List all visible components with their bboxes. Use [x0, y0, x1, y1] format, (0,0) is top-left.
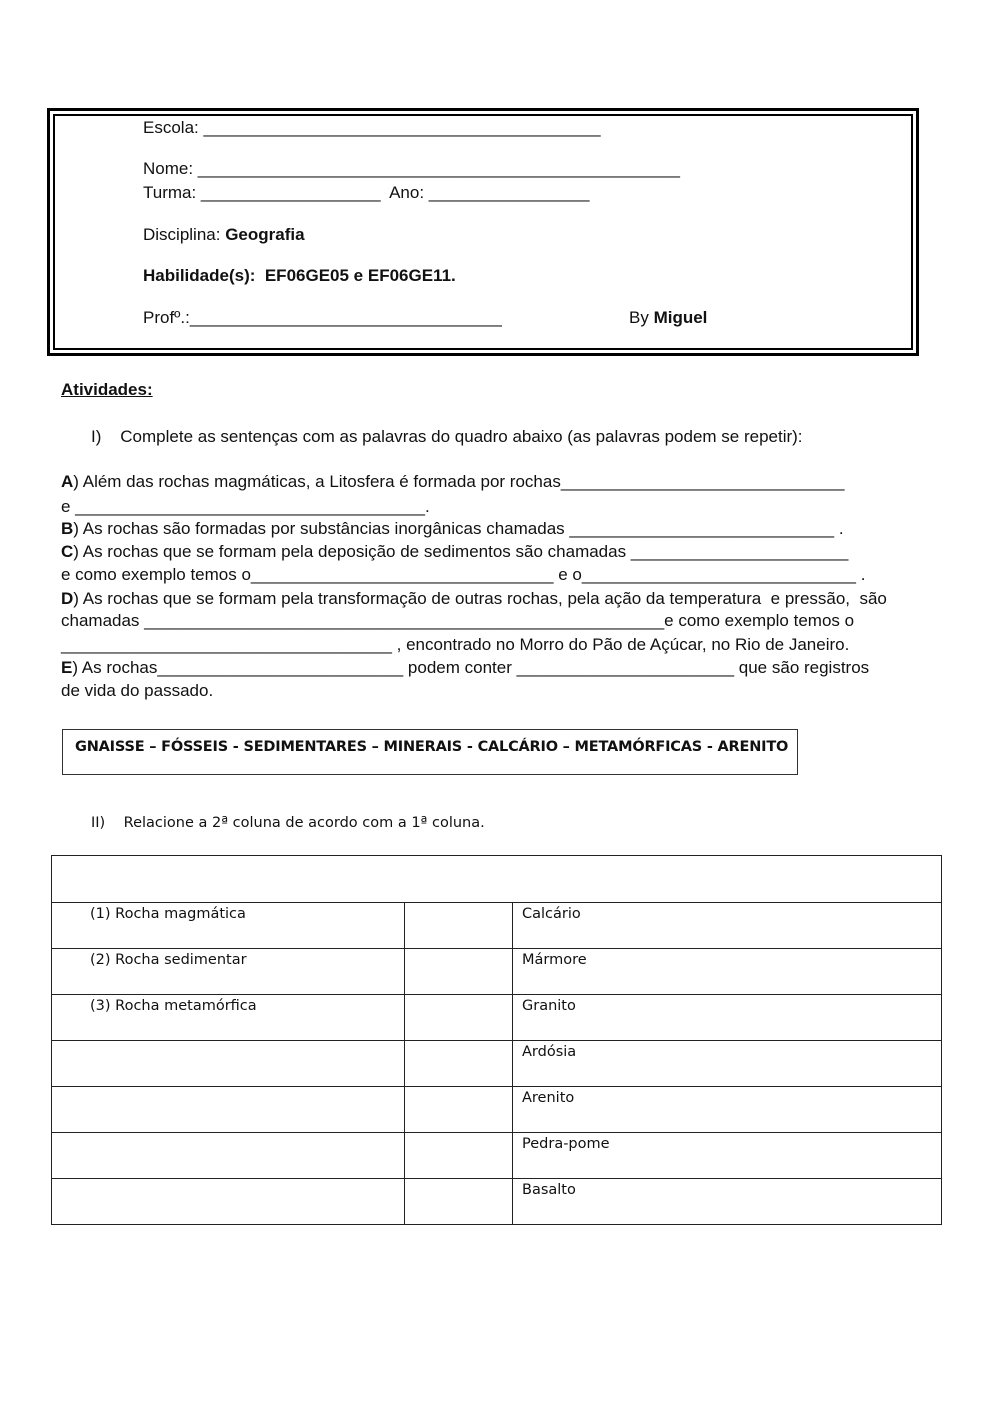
disciplina-label: Disciplina:	[143, 225, 226, 244]
relation-table	[51, 855, 942, 1225]
sentence-line[interactable]	[61, 519, 844, 539]
sentence-line[interactable]	[61, 472, 844, 492]
habilidades: Habilidade(s): EF06GE05 e EF06GE11.	[143, 266, 456, 285]
rock-name-cell: Calcário	[513, 903, 942, 949]
answer-cell[interactable]	[405, 1041, 513, 1087]
sentence-text: ) Além das rochas magmáticas, a Litosfera é formada por rochas______________________________	[73, 472, 845, 491]
table-header-row	[52, 856, 942, 903]
table-row	[52, 1133, 942, 1179]
table-row	[52, 949, 942, 995]
table-row	[52, 1179, 942, 1225]
sentence-text: chamadas _______________________________________________________e como exemplo temos o	[61, 611, 855, 630]
by-label: By	[629, 308, 654, 327]
rock-name-cell: Mármore	[513, 949, 942, 995]
rock-name-cell: Basalto	[513, 1179, 942, 1225]
prof-field[interactable]: Profº.:_________________________________	[143, 308, 502, 327]
author-line	[629, 308, 707, 328]
activities-title: Atividades:	[61, 380, 153, 399]
category-cell: (3) Rocha metamórfica	[52, 995, 405, 1041]
table-row	[52, 1087, 942, 1133]
item-letter: D	[61, 589, 74, 608]
word-box	[62, 729, 798, 775]
category-cell: (1) Rocha magmática	[52, 903, 405, 949]
rock-name-cell: Granito	[513, 995, 942, 1041]
sentence-line[interactable]	[61, 565, 865, 585]
sentence-text: e como exemplo temos o________________________________ e o_____________________________ .	[61, 565, 866, 584]
answer-cell[interactable]	[405, 903, 513, 949]
disciplina-line	[143, 225, 305, 245]
sentence-text: ) As rochas__________________________ podem conter _______________________ que são registros	[72, 658, 870, 677]
rock-name-cell: Arenito	[513, 1087, 942, 1133]
sentence-line[interactable]	[61, 681, 213, 701]
sentence-line[interactable]	[61, 658, 869, 678]
table-header-cell	[52, 856, 942, 903]
table-row	[52, 995, 942, 1041]
sentence-text: ) As rochas que se formam pela deposição de sedimentos são chamadas _______________________	[73, 542, 849, 561]
category-cell	[52, 1133, 405, 1179]
escola-field[interactable]: Escola: __________________________________________	[143, 118, 601, 137]
sentence-text: ___________________________________ , encontrado no Morro do Pão de Açúcar, no Rio de Janeiro.	[61, 635, 850, 654]
rock-name-cell: Pedra-pome	[513, 1133, 942, 1179]
table-row	[52, 903, 942, 949]
category-cell: (2) Rocha sedimentar	[52, 949, 405, 995]
sentence-line[interactable]	[61, 542, 848, 562]
author-name: Miguel	[653, 308, 708, 327]
turma-ano-field[interactable]: Turma: ___________________ Ano: _________________	[143, 183, 590, 202]
item-letter: C	[61, 542, 74, 561]
sentence-line[interactable]	[61, 589, 887, 609]
question-2-heading: II) Relacione a 2ª coluna de acordo com a 1ª coluna.	[91, 815, 485, 831]
item-letter: B	[61, 519, 74, 538]
category-cell	[52, 1179, 405, 1225]
question-1-heading: I) Complete as sentenças com as palavras do quadro abaixo (as palavras podem se repetir):	[91, 427, 803, 446]
category-cell	[52, 1041, 405, 1087]
word-box-text: GNAISSE – FÓSSEIS - SEDIMENTARES – MINERAIS - CALCÁRIO – METAMÓRFICAS - ARENITO	[75, 739, 789, 755]
nome-field[interactable]: Nome: ___________________________________________________	[143, 159, 680, 178]
table-row	[52, 1041, 942, 1087]
rock-name-cell: Ardósia	[513, 1041, 942, 1087]
answer-cell[interactable]	[405, 949, 513, 995]
sentence-text: ) As rochas que se formam pela transformação de outras rochas, pela ação da temperatura e pressão, são	[73, 589, 887, 608]
sentence-line[interactable]	[61, 635, 849, 655]
item-letter: A	[61, 472, 74, 491]
sentence-text: de vida do passado.	[61, 681, 214, 700]
sentence-line[interactable]	[61, 611, 854, 631]
answer-cell[interactable]	[405, 1179, 513, 1225]
category-cell	[52, 1087, 405, 1133]
sentence-text: ) As rochas são formadas por substâncias inorgânicas chamadas ____________________________ .	[73, 519, 844, 538]
answer-cell[interactable]	[405, 1087, 513, 1133]
answer-cell[interactable]	[405, 1133, 513, 1179]
sentence-text: e _____________________________________.	[61, 497, 430, 516]
disciplina-value: Geografia	[225, 225, 305, 244]
item-letter: E	[61, 658, 73, 677]
answer-cell[interactable]	[405, 995, 513, 1041]
sentence-line[interactable]	[61, 497, 430, 517]
